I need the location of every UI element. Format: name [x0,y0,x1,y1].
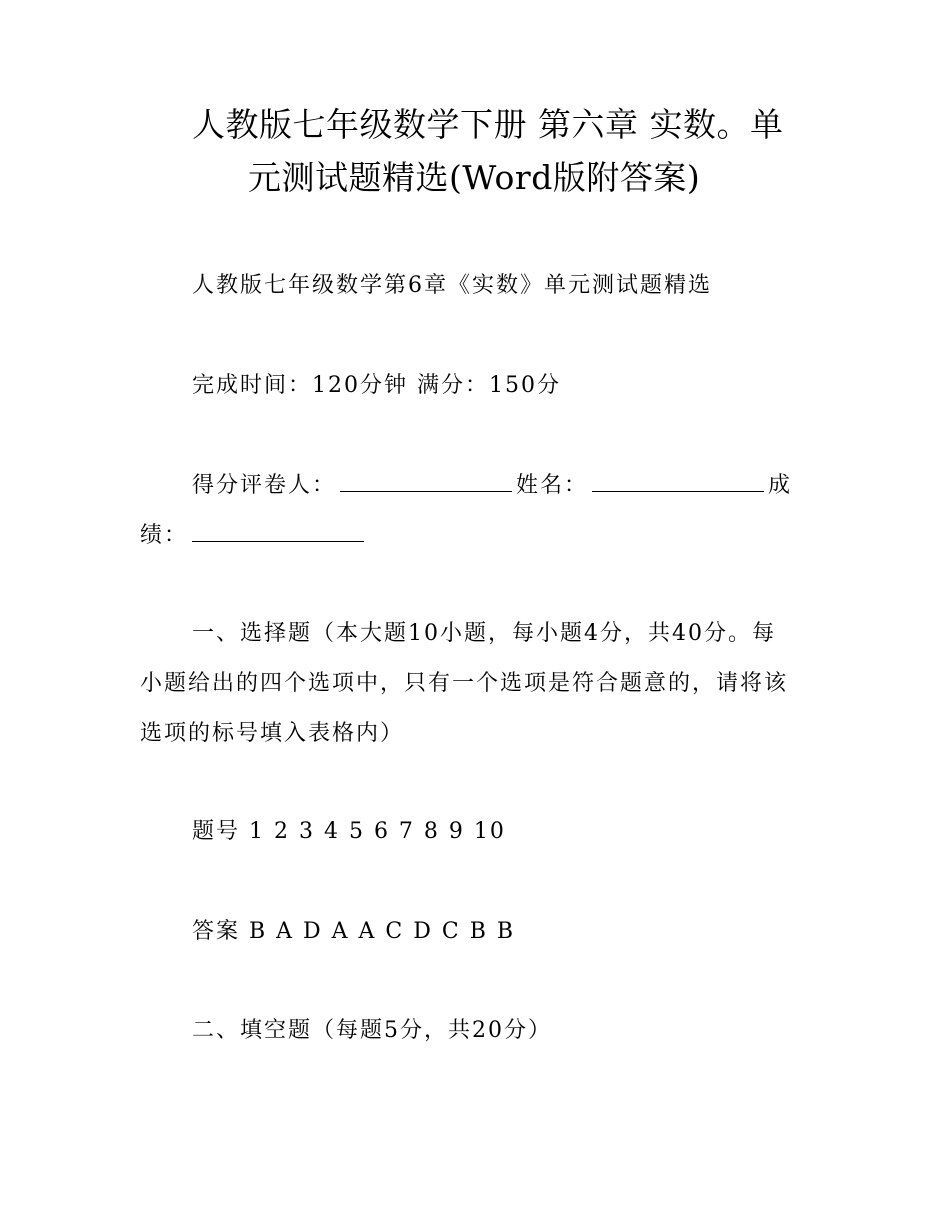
section1-line-2: 小题给出的四个选项中，只有一个选项是符合题意的，请将该 [140,671,789,696]
time-info-paragraph [140,361,810,411]
subtitle-text: 人教版七年级数学第6章《实数》单元测试题精选 [192,273,712,298]
question-numbers-paragraph [140,807,810,857]
score-blank [192,519,364,542]
time-info-text: 完成时间：120分钟 满分：150分 [192,373,561,398]
name-label: 姓名： [516,473,589,498]
document-title [140,98,820,204]
section2-heading: 二、填空题（每题5分，共20分） [192,1018,552,1043]
grader-paragraph [140,461,810,561]
section1-heading: 一、选择题（本大题10小题，每小题4分，共40分。每 [192,621,776,646]
section1-paragraph [140,609,810,759]
score-label-part1: 成 [768,473,793,498]
section2-paragraph [140,1006,810,1056]
question-numbers-text: 题号 1 2 3 4 5 6 7 8 9 10 [192,819,506,844]
answers-text: 答案 B A D A A C D C B B [192,919,516,944]
title-line-1: 人教版七年级数学下册 第六章 实数。单 [192,105,784,144]
grader-blank [340,469,512,492]
score-label-part2: 绩： [140,523,189,548]
section1-line-3: 选项的标号填入表格内） [140,721,405,746]
grader-label: 得分评卷人： [192,473,337,498]
answers-paragraph [140,907,810,957]
title-line-2: 元测试题精选(Word版附答案) [248,158,701,197]
subtitle-paragraph [140,261,810,311]
name-blank [592,469,764,492]
